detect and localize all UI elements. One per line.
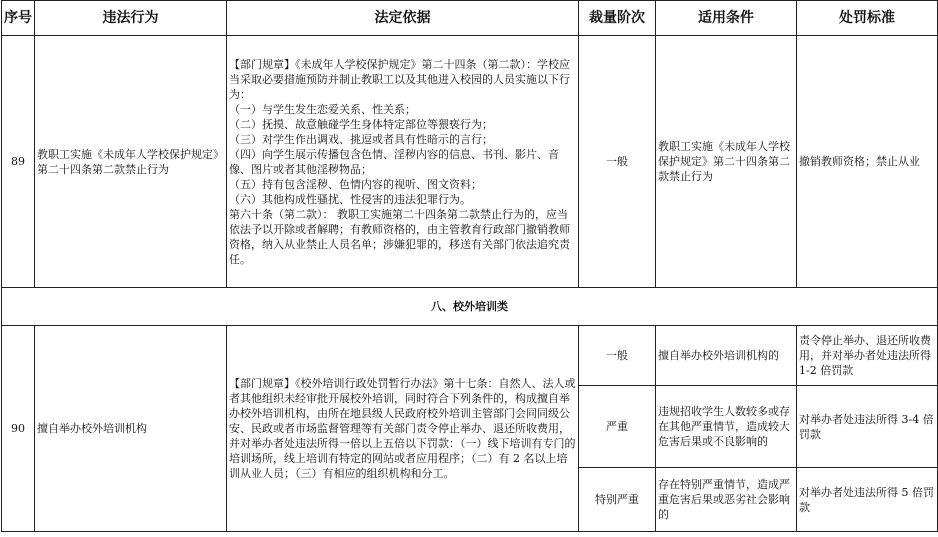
row-90-tier-2-level: 严重 xyxy=(579,386,656,468)
basis-90-line-0: 【部门规章】《校外培训行政处罚暂行办法》第十七条：自然人、法人或者其他组织未经审批开展校外培训，同时符合下列条件的，构成擅自举办校外培训机构，由所在地县级人民政府校外培训主管部门会同同级公安、民政或者市场监督管理等有关部门责令停止举办、退还所收费用，并对举办者处违法所得一倍以上五倍以下罚款：（一）线下培训有专门的培训场所，线上培训有特定的网站或者应用程序；（二）有 2 名以上培训从业人员；（三）有相应的组织机构和分工。 xyxy=(229,377,576,480)
basis-89-line-3: （三）对学生作出调戏、挑逗或者具有性暗示的言行； xyxy=(229,132,493,146)
basis-89-line-0: 【部门规章】《未成年人学校保护规定》第二十四条（第二款）：学校应当采取必要措施预防并制止教职工以及其他进入校园的人员实施以下行为： xyxy=(229,57,570,101)
row-90-tier-1-level: 一般 xyxy=(579,326,656,386)
basis-89-line-5: （五）持有包含淫秽、色情内容的视听、图文资料； xyxy=(229,177,482,191)
row-89-penalty: 撤销教师资格；禁止从业 xyxy=(797,36,938,288)
table-row-90-tier-1 xyxy=(2,326,938,386)
header-penalty: 处罚标准 xyxy=(797,1,938,36)
row-90-tier-3-penalty: 对举办者处违法所得 5 倍罚款 xyxy=(797,468,938,532)
basis-89-line-2: （二）抚摸、故意触碰学生身体特定部位等猥亵行为； xyxy=(229,117,493,131)
row-89-basis xyxy=(227,36,579,288)
row-90-act: 擅自举办校外培训机构 xyxy=(35,326,227,532)
row-90-no: 90 xyxy=(2,326,35,532)
row-89-act: 教职工实施《未成年人学校保护规定》第二十四条第二款禁止行为 xyxy=(35,36,227,288)
penalty-discretion-table xyxy=(1,0,938,532)
table-row-89 xyxy=(2,36,938,288)
row-90-tier-3-level: 特别严重 xyxy=(579,468,656,532)
header-row xyxy=(2,1,938,36)
section-title: 八、校外培训类 xyxy=(2,288,938,326)
row-90-tier-2-penalty: 对举办者处违法所得 3-4 倍罚款 xyxy=(797,386,938,468)
header-basis: 法定依据 xyxy=(227,1,579,36)
header-level: 裁量阶次 xyxy=(579,1,656,36)
row-89-level: 一般 xyxy=(579,36,656,288)
header-act: 违法行为 xyxy=(35,1,227,36)
row-90-tier-3-condition: 存在特别严重情节，造成严重危害后果或恶劣社会影响的 xyxy=(656,468,797,532)
row-90-tier-1-penalty: 责令停止举办、退还所收费用，并对举办者处违法所得 1-2 倍罚款 xyxy=(797,326,938,386)
header-condition: 适用条件 xyxy=(656,1,797,36)
basis-89-line-7: 第六十条（第二款）： 教职工实施第二十四条第二款禁止行为的，应当依法予以开除或者解聘；有教师资格的，由主管教育行政部门撤销教师资格，纳入从业禁止人员名单；涉嫌犯罪的，移送有关部门依法追究责任。 xyxy=(229,207,570,266)
row-90-basis xyxy=(227,326,579,532)
row-90-tier-1-condition: 擅自举办校外培训机构的 xyxy=(656,326,797,386)
basis-89-line-1: （一）与学生发生恋爱关系、性关系； xyxy=(229,102,416,116)
header-no: 序号 xyxy=(2,1,35,36)
basis-89-line-6: （六）其他构成性骚扰、性侵害的违法犯罪行为。 xyxy=(229,192,471,206)
section-row xyxy=(2,288,938,326)
basis-89-line-4: （四）向学生展示传播包含色情、淫秽内容的信息、书刊、影片、音像、图片或者其他淫秽物品； xyxy=(229,147,559,176)
row-89-no: 89 xyxy=(2,36,35,288)
row-89-condition: 教职工实施《未成年人学校保护规定》第二十四条第二款禁止行为 xyxy=(656,36,797,288)
row-90-tier-2-condition: 违规招收学生人数较多或存在其他严重情节，造成较大危害后果或不良影响的 xyxy=(656,386,797,468)
